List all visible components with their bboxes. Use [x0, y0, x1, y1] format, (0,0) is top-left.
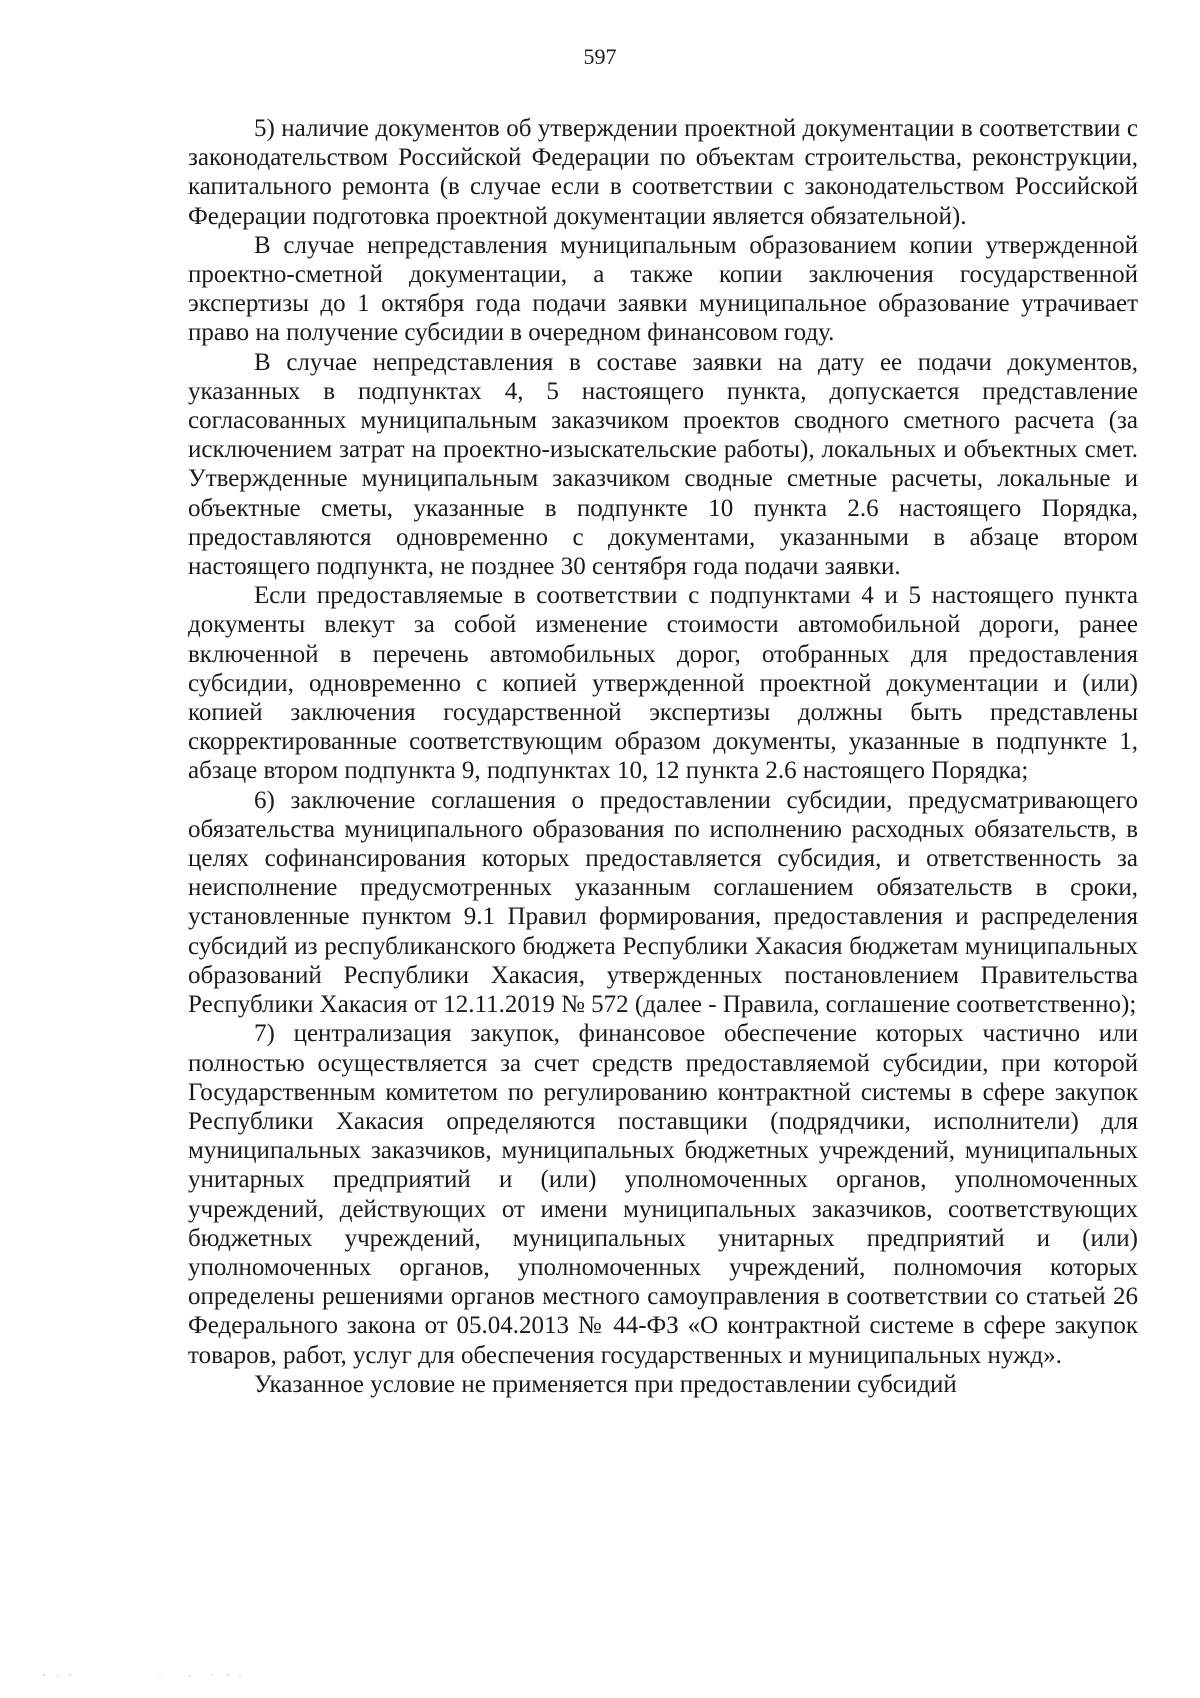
paragraph-condition-not-applied: Указанное условие не применяется при предоставлении субсидий [254, 1370, 957, 1398]
paragraph-item-6: 6) заключение соглашения о предоставлении субсидии, предусматривающего обязательства муниципального образования по исполнению расходных обязательств, в целях софинансирования которых предоставляется субсидия, и ответственность за неисполнение предусмотренных указанным соглашением обязательств в сроки, установленные пунктом 9.1 Правил формирования, предоставления и распределения субсидий из республиканского бюджета Республики Хакасия бюджетам муниципальных образований Республики Хакасия, утвержденных постановлением Правительства Республики Хакасия от 12.11.2019 № 572 (далее - Правила, соглашение соответственно); [188, 786, 1138, 1019]
paragraph-non-submission-estimates: В случае непредставления в составе заявки на дату ее подачи документов, указанных в подпунктах 4, 5 настоящего пункта, допускается представление согласованных муниципальным заказчиком проектов сводного сметного расчета (за исключением затрат на проектно-изыскательские работы), локальных и объектных смет. Утвержденные муниципальным заказчиком сводные сметные расчеты, локальные и объектные сметы, указанные в подпункте 10 пункта 2.6 настоящего Порядка, предоставляются одновременно с документами, указанными в абзаце втором настоящего подпункта, не позднее 30 сентября года подачи заявки. [188, 348, 1138, 581]
document-body [188, 114, 1138, 1399]
paragraph-item-7: 7) централизация закупок, финансовое обеспечение которых частично или полностью осуществляется за счет средств предоставляемой субсидии, при которой Государственным комитетом по регулированию контрактной системы в сфере закупок Республики Хакасия определяются поставщики (подрядчики, исполнители) для муниципальных заказчиков, муниципальных бюджетных учреждений, муниципальных унитарных предприятий и (или) уполномоченных органов, уполномоченных учреждений, действующих от имени муниципальных заказчиков, соответствующих бюджетных учреждений, муниципальных унитарных предприятий и (или) уполномоченных органов, уполномоченных учреждений, полномочия которых определены решениями органов местного самоуправления в соответствии со статьей 26 Федерального закона от 05.04.2013 № 44-ФЗ «О контрактной системе в сфере закупок товаров, работ, услуг для обеспечения государственных и муниципальных нужд». [188, 1020, 1138, 1369]
scan-noise-marks [40, 1670, 260, 1680]
paragraph-cost-change: Если предоставляемые в соответствии с подпунктами 4 и 5 настоящего пункта документы влекут за собой изменение стоимости автомобильной дороги, ранее включенной в перечень автомобильных дорог, отобранных для предоставления субсидии, одновременно с копией утвержденной проектной документации и (или) копией заключения государственной экспертизы должны быть представлены скорректированные соответствующим образом документы, указанные в подпункте 1, абзаце втором подпункта 9, подпунктах 10, 12 пункта 2.6 настоящего Порядка; [188, 582, 1138, 785]
paragraph-non-submission-psd: В случае непредставления муниципальным образованием копии утвержденной проектно-сметной документации, а также копии заключения государственной экспертизы до 1 октября года подачи заявки муниципальное образование утрачивает право на получение субсидии в очередном финансовом году. [188, 231, 1138, 347]
page-number: 597 [583, 44, 617, 69]
paragraph-item-5: 5) наличие документов об утверждении проектной документации в соответствии с законодательством Российской Федерации по объектам строительства, реконструкции, капитального ремонта (в случае если в соответствии с законодательством Российской Федерации подготовка проектной документации является обязательной). [188, 115, 1138, 230]
